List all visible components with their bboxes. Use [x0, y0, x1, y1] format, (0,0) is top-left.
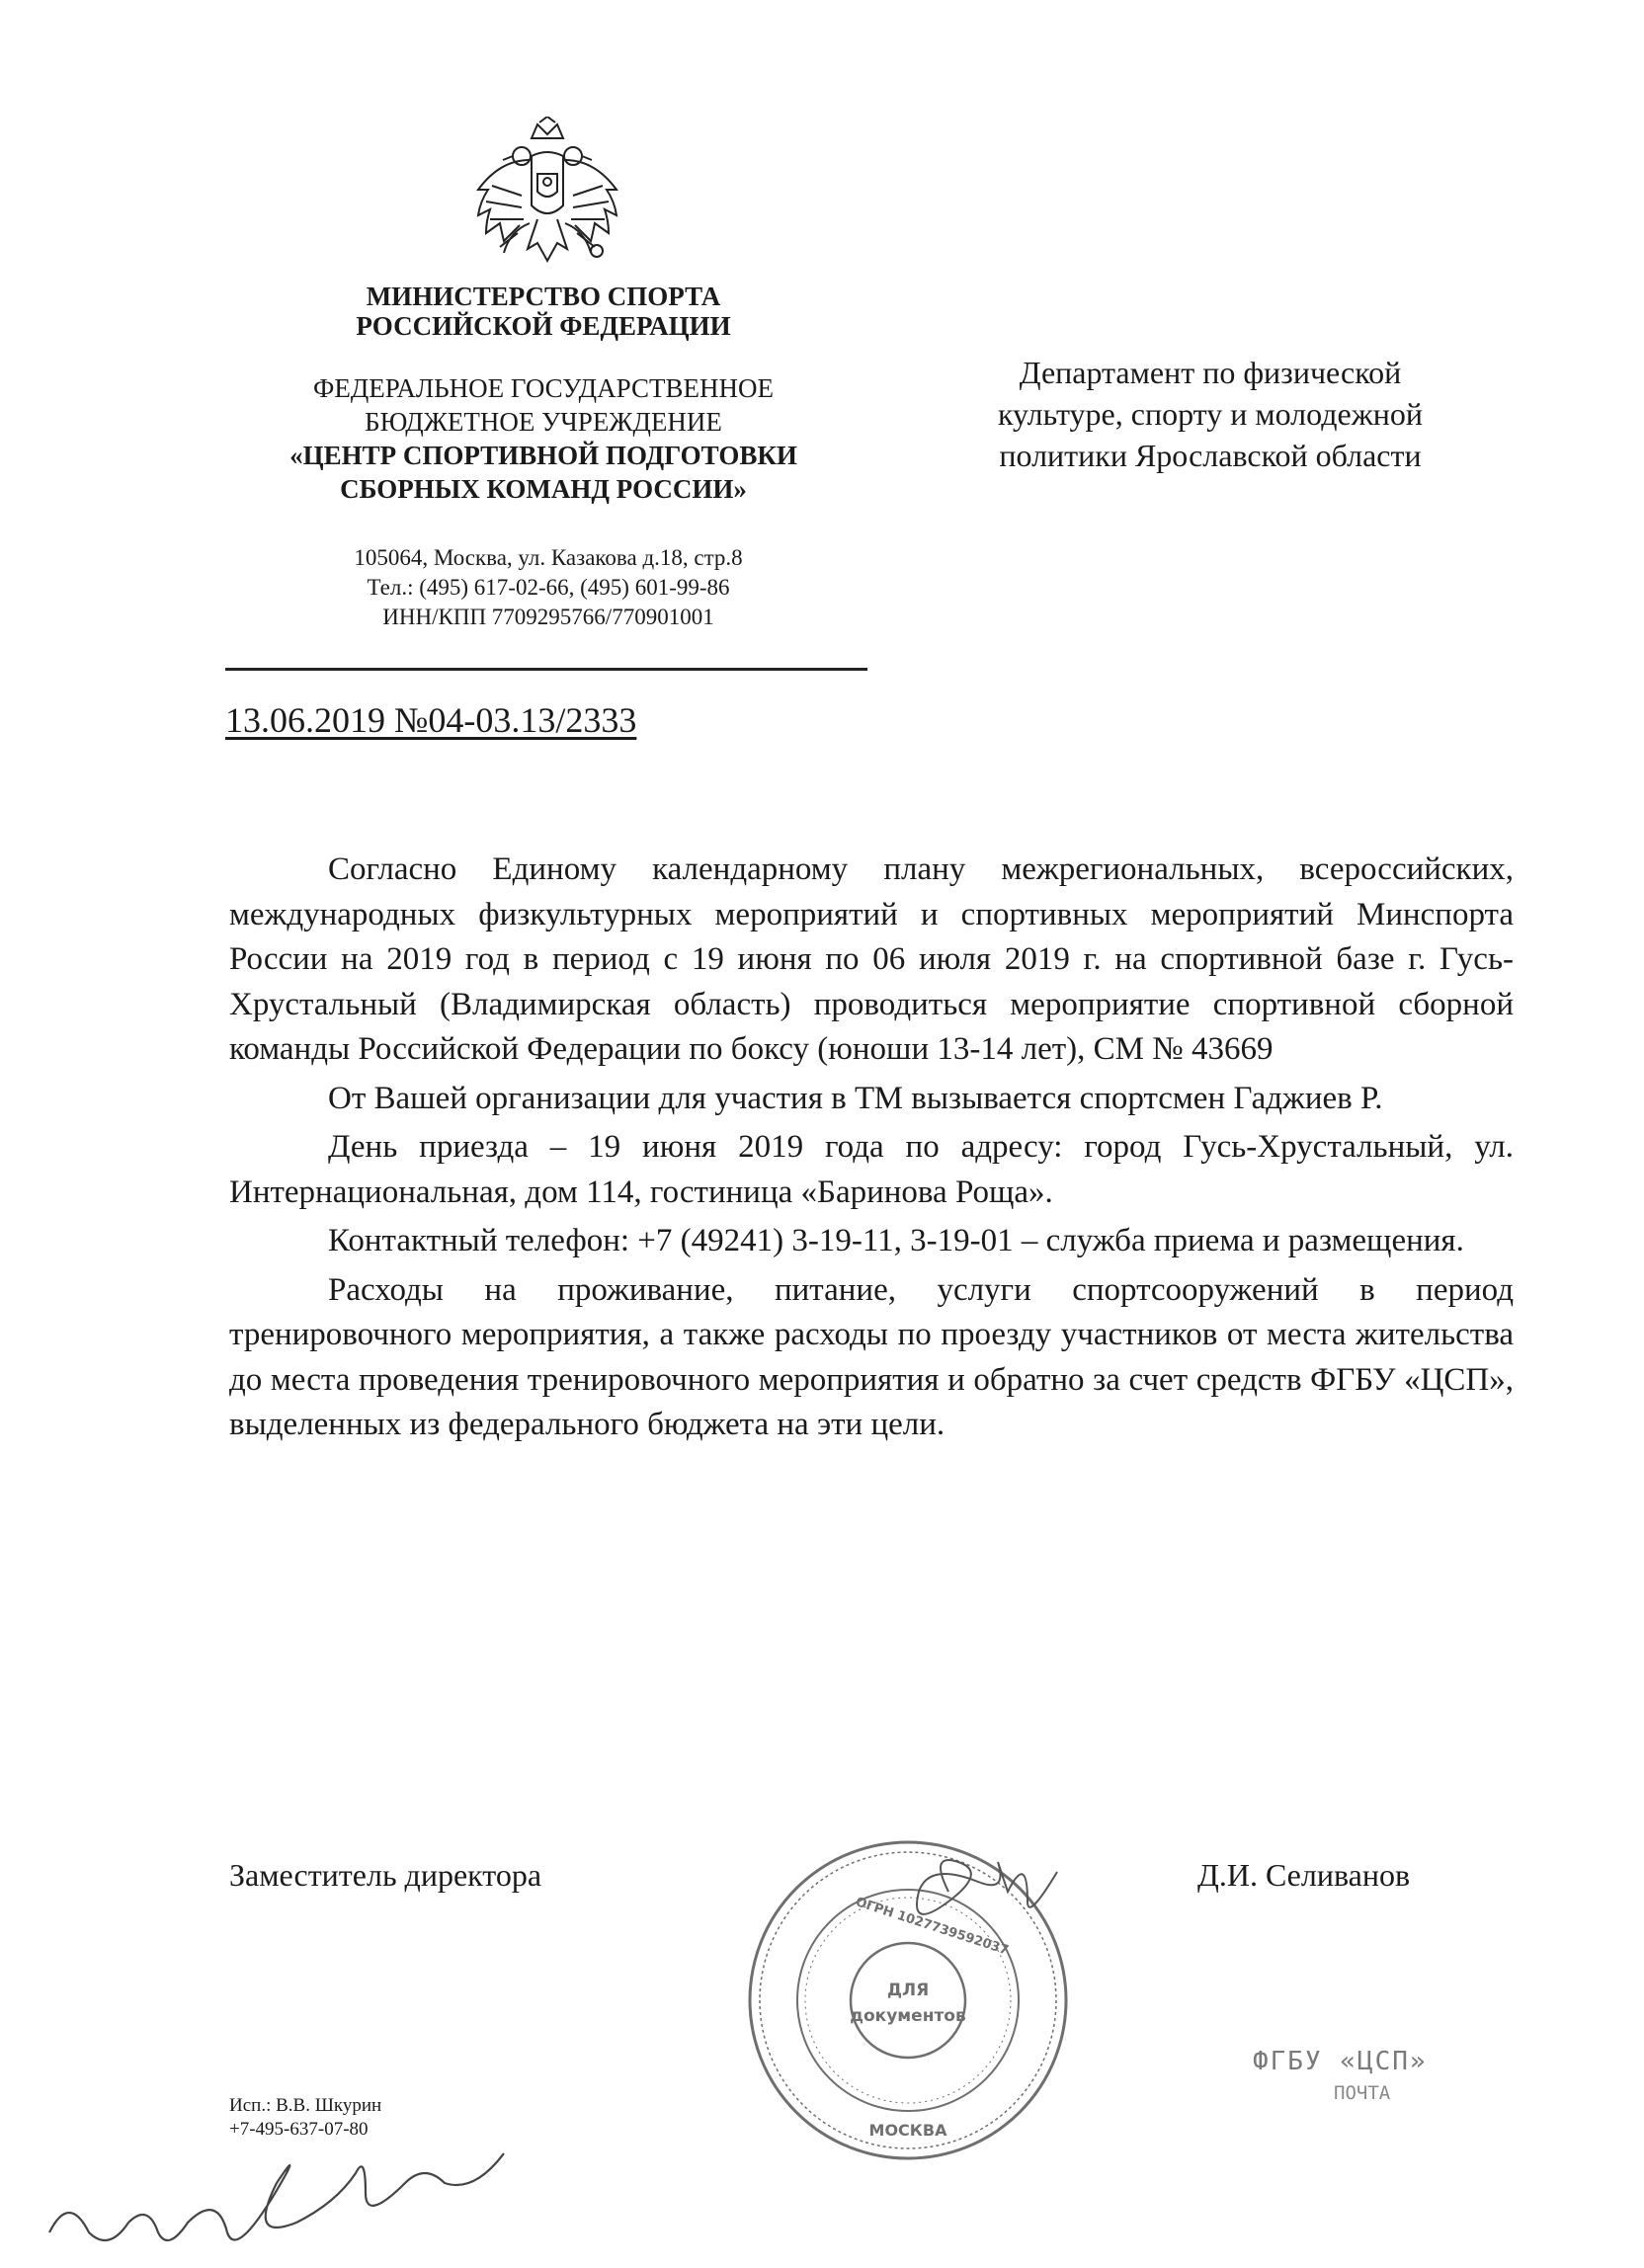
letterhead-divider [225, 668, 867, 671]
performer-name: Исп.: В.В. Шкурин [229, 2095, 382, 2116]
ministry-name-line2: РОССИЙСКОЙ ФЕДЕРАЦИИ [356, 311, 731, 341]
organization-type-line1: ФЕДЕРАЛЬНОЕ ГОСУДАРСТВЕННОЕ [313, 373, 774, 403]
addressee-line1: Департамент по физической [1019, 355, 1402, 390]
seal-center-line1: ДЛЯ [886, 1981, 930, 2000]
organization-inn: ИНН/КПП 7709295766/770901001 [382, 605, 714, 629]
seal-ogrn: ОГРН 1027739592037 [853, 1895, 1011, 1959]
performer-phone: +7-495-637-07-80 [229, 2119, 369, 2140]
handwritten-initials [40, 2144, 553, 2262]
ministry-name-line1: МИНИСТЕРСТВО СПОРТА [366, 282, 721, 311]
organization-phone: Тел.: (495) 617-02-66, (495) 601-99-86 [367, 575, 730, 600]
addressee-line2: культуре, спорту и молодежной [997, 396, 1424, 432]
organization-address: 105064, Москва, ул. Казакова д.18, стр.8 [354, 545, 743, 570]
body-paragraph-athlete: От Вашей организации для участия в ТМ вызывается спортсмен Гаджиев Р. [328, 1080, 1383, 1116]
body-paragraph-expenses: Расходы на проживание, питание, услуги спортсооружений в период тренировочного мероприятия, а также расходы по проезду участников от места жительства до места проведения тренировочного мероприятия и обратно за счет средств ФГБУ «ЦСП», выделенных из федерального бюджета на эти цели. [229, 1271, 1514, 1442]
body-paragraph-arrival: День приезда – 19 июня 2019 года по адресу: город Гусь-Хрустальный, ул. Интернациональная, дом 114, гостиница «Баринова Роща». [229, 1129, 1514, 1210]
organization-name-line2: СБОРНЫХ КОМАНД РОССИИ» [340, 474, 747, 504]
signer-position: Заместитель директора [229, 1857, 542, 1893]
mail-stamp-line2: ПОЧТА [1334, 2082, 1391, 2104]
coat-of-arms-emblem-icon [472, 117, 622, 283]
letter-body [229, 848, 1514, 1448]
body-paragraph-contact: Контактный телефон: +7 (49241) 3-19-11, 3-19-01 – служба приема и размещения. [328, 1223, 1464, 1258]
signer-name: Д.И. Селиванов [1197, 1857, 1411, 1893]
body-paragraph-schedule: Согласно Единому календарному плану межрегиональных, всероссийских, международных физкультурных мероприятий и спортивных мероприятий Минспорта России на 2019 год в период с 19 июня по 06 июля 2019 г. на спортивной базе г. Гусь-Хрустальный (Владимирская область) проводиться мероприятие спортивной сборной команды Российской Федерации по боксу (юноши 13-14 лет), СМ № 43669 [229, 851, 1514, 1067]
seal-city: МОСКВА [868, 2121, 947, 2140]
seal-center-line2: документов [850, 2006, 966, 2026]
director-signature [751, 1832, 1107, 1951]
mail-stamp-line1: ФГБУ «ЦСП» [1253, 2047, 1428, 2076]
registration-number: 13.06.2019 №04-03.13/2333 [225, 700, 637, 740]
addressee-line3: политики Ярославской области [999, 438, 1422, 473]
organization-name-line1: «ЦЕНТР СПОРТИВНОЙ ПОДГОТОВКИ [289, 441, 797, 470]
organization-type-line2: БЮДЖЕТНОЕ УЧРЕЖДЕНИЕ [365, 407, 722, 437]
